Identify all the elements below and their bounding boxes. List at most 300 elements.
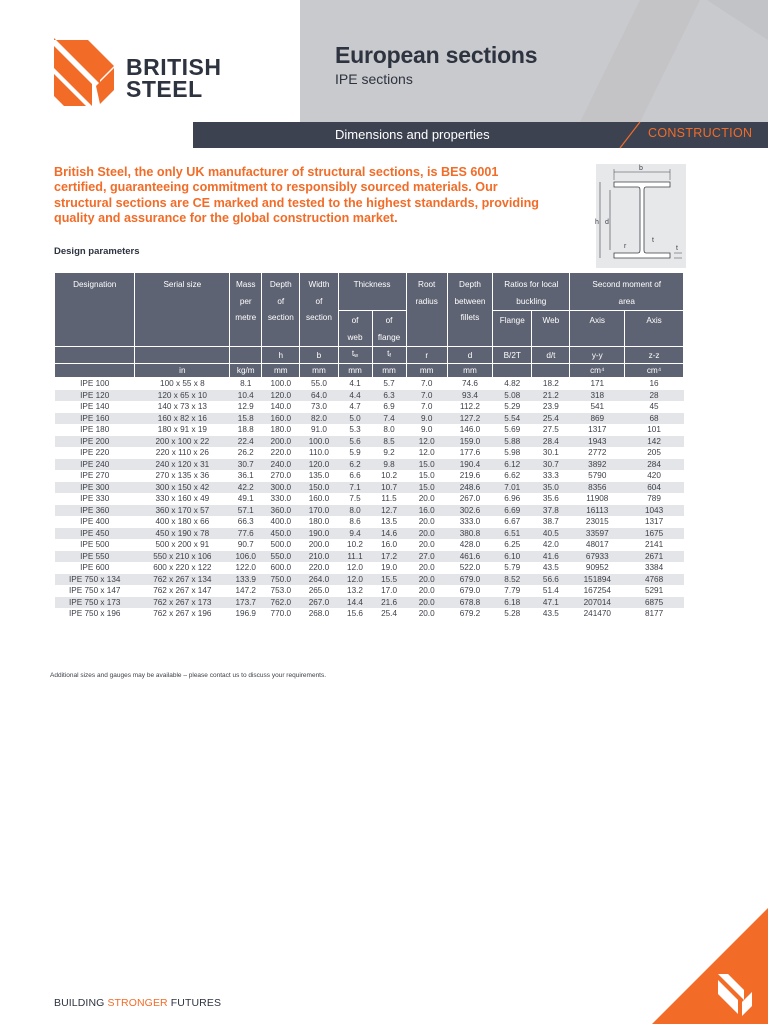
band-label: Dimensions and properties [335,127,490,142]
table-cell: 19.0 [372,562,406,574]
table-cell: 100.0 [262,378,300,390]
table-cell: 5.9 [338,447,372,459]
symbol-empty-1 [55,347,135,364]
table-cell: 12.0 [406,447,447,459]
table-cell: 13.5 [372,516,406,528]
table-cell: 30.1 [532,447,570,459]
table-cell: 180.0 [300,516,338,528]
table-cell: 6.67 [493,516,532,528]
symbol-r: r [406,347,447,364]
table-row [55,505,684,517]
table-cell: 200 x 100 x 22 [135,436,230,448]
table-cell: IPE 120 [55,390,135,402]
table-cell: IPE 750 x 196 [55,608,135,620]
table-cell: 6.9 [372,401,406,413]
table-cell: 20.0 [406,493,447,505]
header-designation: Designation [55,273,135,347]
table-cell: 265.0 [300,585,338,597]
table-cell: 110.0 [300,447,338,459]
symbol-h: h [262,347,300,364]
table-cell: 270.0 [262,470,300,482]
table-cell: 28 [625,390,684,402]
table-cell: 20.0 [406,562,447,574]
table-cell: 200.0 [300,539,338,551]
table-cell: 77.6 [230,528,262,540]
table-cell: 7.0 [406,378,447,390]
header-axis-2: Axis [625,311,684,347]
table-cell: 380.8 [447,528,492,540]
table-cell: IPE 300 [55,482,135,494]
unit-h: mm [262,364,300,378]
table-cell: 330 x 160 x 49 [135,493,230,505]
table-cell: 6.51 [493,528,532,540]
svg-text:t: t [676,245,678,252]
symbol-ratio-web: d/t [532,347,570,364]
table-cell: 13.2 [338,585,372,597]
symbol-tf: tf [372,347,406,364]
table-cell: 600 x 220 x 122 [135,562,230,574]
table-cell: 11908 [570,493,625,505]
table-cell: 6.3 [372,390,406,402]
table-cell: 135.0 [300,470,338,482]
table-cell: 240.0 [262,459,300,471]
table-cell: 4.82 [493,378,532,390]
table-row [55,413,684,425]
table-cell: 173.7 [230,597,262,609]
table-cell: 43.5 [532,562,570,574]
table-cell: 267.0 [447,493,492,505]
table-cell: 753.0 [262,585,300,597]
table-cell: 15.5 [372,574,406,586]
table-cell: 90.7 [230,539,262,551]
table-row [55,551,684,563]
table-cell: 11.1 [338,551,372,563]
unit-iy: cm⁴ [570,364,625,378]
table-cell: 5.54 [493,413,532,425]
unit-d: mm [447,364,492,378]
table-cell: 160.0 [262,413,300,425]
header-web: Web [532,311,570,347]
table-cell: 120 x 65 x 10 [135,390,230,402]
table-cell: 151894 [570,574,625,586]
table-cell: 147.2 [230,585,262,597]
table-cell: 400 x 180 x 66 [135,516,230,528]
table-cell: 26.2 [230,447,262,459]
table-cell: 159.0 [447,436,492,448]
table-cell: IPE 400 [55,516,135,528]
table-cell: 6.62 [493,470,532,482]
table-cell: 33597 [570,528,625,540]
unit-r: mm [406,364,447,378]
ipe-properties-table [54,272,684,620]
table-row [55,436,684,448]
table-cell: 7.4 [372,413,406,425]
table-cell: 16.0 [406,505,447,517]
page-subtitle: IPE sections [335,71,413,87]
table-cell: 7.01 [493,482,532,494]
table-cell: 30.7 [532,459,570,471]
table-cell: 428.0 [447,539,492,551]
table-cell: 6.12 [493,459,532,471]
table-cell: 12.9 [230,401,262,413]
table-cell: 127.2 [447,413,492,425]
table-cell: 15.0 [406,470,447,482]
table-cell: 5.88 [493,436,532,448]
table-cell: 5790 [570,470,625,482]
table-body [55,378,684,620]
table-row [55,470,684,482]
unit-iz: cm⁴ [625,364,684,378]
table-cell: 5.6 [338,436,372,448]
table-cell: 14.6 [372,528,406,540]
table-cell: 5.28 [493,608,532,620]
table-cell: 140 x 73 x 13 [135,401,230,413]
table-cell: 200.0 [262,436,300,448]
table-cell: 762 x 267 x 196 [135,608,230,620]
table-cell: 604 [625,482,684,494]
table-cell: 1317 [570,424,625,436]
table-cell: 750.0 [262,574,300,586]
table-cell: IPE 750 x 173 [55,597,135,609]
table-cell: 66.3 [230,516,262,528]
table-cell: 9.0 [406,424,447,436]
table-cell: 67933 [570,551,625,563]
table-cell: 20.0 [406,574,447,586]
header-thickness: Thickness [338,273,406,311]
table-cell: 333.0 [447,516,492,528]
unit-empty-3 [532,364,570,378]
table-cell: 248.6 [447,482,492,494]
table-cell: 1317 [625,516,684,528]
table-cell: 49.1 [230,493,262,505]
table-cell: 43.5 [532,608,570,620]
table-cell: IPE 160 [55,413,135,425]
table-row [55,585,684,597]
table-cell: 8356 [570,482,625,494]
table-cell: 93.4 [447,390,492,402]
header-depth-between-fillets: Depth between fillets [447,273,492,347]
table-cell: 14.4 [338,597,372,609]
table-cell: 28.4 [532,436,570,448]
table-cell: 220.0 [300,562,338,574]
table-cell: 146.0 [447,424,492,436]
table-cell: 20.0 [406,516,447,528]
table-cell: 48017 [570,539,625,551]
table-cell: 220.0 [262,447,300,459]
table-row [55,608,684,620]
table-cell: 91.0 [300,424,338,436]
table-cell: IPE 500 [55,539,135,551]
table-row [55,459,684,471]
table-cell: 284 [625,459,684,471]
table-row [55,390,684,402]
table-cell: 180.0 [262,424,300,436]
table-cell: IPE 140 [55,401,135,413]
symbol-ratio-flange: B/2T [493,347,532,364]
table-cell: 770.0 [262,608,300,620]
symbol-empty-2 [135,347,230,364]
table-cell: 7.0 [406,390,447,402]
header-of-web: of web [338,311,372,347]
table-cell: 300.0 [262,482,300,494]
table-row [55,574,684,586]
table-cell: 64.0 [300,390,338,402]
table-cell: 42.0 [532,539,570,551]
table-cell: 679.2 [447,608,492,620]
table-cell: 220 x 110 x 26 [135,447,230,459]
footnote: Additional sizes and gauges may be available – please contact us to discuss your requirements. [50,672,327,679]
table-row [55,447,684,459]
symbol-tw: tw [338,347,372,364]
table-cell: 8.0 [338,505,372,517]
table-cell: 27.5 [532,424,570,436]
table-cell: 500.0 [262,539,300,551]
table-cell: 219.6 [447,470,492,482]
table-cell: 20.0 [406,528,447,540]
page-title: European sections [335,42,538,68]
table-cell: 1675 [625,528,684,540]
table-cell: 177.6 [447,447,492,459]
table-cell: 20.0 [406,597,447,609]
table-cell: 25.4 [372,608,406,620]
table-cell: 5.0 [338,413,372,425]
table-cell: 360.0 [262,505,300,517]
table-cell: 8.0 [372,424,406,436]
table-cell: 120.0 [262,390,300,402]
header-mass: Mass per metre [230,273,262,347]
table-cell: 6.25 [493,539,532,551]
table-cell: 57.1 [230,505,262,517]
table-cell: 9.2 [372,447,406,459]
table-cell: 12.0 [338,562,372,574]
svg-text:r: r [624,243,627,250]
unit-tw: mm [338,364,372,378]
svg-text:d: d [605,219,609,226]
table-cell: 10.7 [372,482,406,494]
table-cell: 17.2 [372,551,406,563]
table-cell: 541 [570,401,625,413]
table-cell: 9.8 [372,459,406,471]
table-cell: 7.1 [338,482,372,494]
table-cell: 36.1 [230,470,262,482]
table-cell: 55.0 [300,378,338,390]
category-label: CONSTRUCTION [648,126,753,140]
table-cell: 15.0 [406,482,447,494]
table-cell: 56.6 [532,574,570,586]
table-cell: 762 x 267 x 147 [135,585,230,597]
table-cell: 21.2 [532,390,570,402]
table-cell: 210.0 [300,551,338,563]
symbol-empty-3 [230,347,262,364]
table-cell: 8.1 [230,378,262,390]
table-cell: 12.0 [338,574,372,586]
table-cell: 171 [570,378,625,390]
table-cell: IPE 200 [55,436,135,448]
header-width: Width of section [300,273,338,347]
table-cell: 1943 [570,436,625,448]
table-cell: 7.5 [338,493,372,505]
header-root-radius: Root radius [406,273,447,347]
corner-brand-graphic [652,908,768,1024]
table-cell: 4.7 [338,401,372,413]
footer-tagline: BUILDING STRONGER FUTURES [54,997,222,1009]
table-cell: 522.0 [447,562,492,574]
table-cell: 100 x 55 x 8 [135,378,230,390]
design-parameters-heading: Design parameters [54,246,140,257]
unit-mass: kg/m [230,364,262,378]
intro-text: British Steel, the only UK manufacturer of structural sections, is BES 6001 certified, guaranteeing commitment to responsibly sourced materials. Our structural sections are CE marked and tested to the highest standards, providing quality and assurance for the global construction market. [54,165,539,225]
table-cell: 6.2 [338,459,372,471]
table-cell: 240 x 120 x 31 [135,459,230,471]
table-cell: 100.0 [300,436,338,448]
svg-text:b: b [639,165,643,172]
table-cell: 160 x 82 x 16 [135,413,230,425]
table-row [55,401,684,413]
table-cell: 23015 [570,516,625,528]
table-row [55,516,684,528]
unit-empty [55,364,135,378]
header-second-moment: Second moment of area [570,273,684,311]
table-cell: IPE 100 [55,378,135,390]
table-cell: 15.8 [230,413,262,425]
table-row [55,378,684,390]
table-cell: 45 [625,401,684,413]
table-cell: 150.0 [300,482,338,494]
symbol-b: b [300,347,338,364]
table-cell: IPE 600 [55,562,135,574]
table-cell: 789 [625,493,684,505]
unit-serial: in [135,364,230,378]
table-cell: 20.0 [406,539,447,551]
table-cell: 68 [625,413,684,425]
table-cell: 5.08 [493,390,532,402]
table-cell: 5.7 [372,378,406,390]
table-cell: 140.0 [262,401,300,413]
table-cell: 23.9 [532,401,570,413]
table-cell: 10.2 [372,470,406,482]
table-cell: 270 x 135 x 36 [135,470,230,482]
table-cell: 5.98 [493,447,532,459]
table-cell: 101 [625,424,684,436]
table-cell: 450.0 [262,528,300,540]
table-cell: 600.0 [262,562,300,574]
table-cell: IPE 360 [55,505,135,517]
table-cell: 5.69 [493,424,532,436]
logo-wordmark: BRITISH STEEL [126,54,222,102]
table-cell: 6.6 [338,470,372,482]
table-cell: 6.10 [493,551,532,563]
table-cell: 190.4 [447,459,492,471]
table-cell: 330.0 [262,493,300,505]
table-cell: 679.0 [447,574,492,586]
table-cell: 8177 [625,608,684,620]
table-cell: 241470 [570,608,625,620]
table-cell: 450 x 190 x 78 [135,528,230,540]
svg-text:h: h [595,219,599,226]
table-cell: 207014 [570,597,625,609]
table-cell: 2671 [625,551,684,563]
table-row [55,539,684,551]
table-cell: 267.0 [300,597,338,609]
table-cell: 420 [625,470,684,482]
table-row [55,562,684,574]
table-cell: 264.0 [300,574,338,586]
table-cell: 15.0 [406,459,447,471]
table-cell: 20.0 [406,608,447,620]
table-cell: 550 x 210 x 106 [135,551,230,563]
symbol-axis-zz: z-z [625,347,684,364]
table-cell: 4.1 [338,378,372,390]
table-cell: 500 x 200 x 91 [135,539,230,551]
table-cell: 51.4 [532,585,570,597]
table-cell: 550.0 [262,551,300,563]
table-cell: IPE 220 [55,447,135,459]
table-cell: 18.2 [532,378,570,390]
header-flange: Flange [493,311,532,347]
logo-mark-icon [52,38,122,108]
table-cell: 762 x 267 x 134 [135,574,230,586]
table-cell: 2141 [625,539,684,551]
table-cell: 4768 [625,574,684,586]
table-cell: IPE 750 x 134 [55,574,135,586]
symbol-d: d [447,347,492,364]
table-row [55,597,684,609]
table-cell: 318 [570,390,625,402]
table-cell: 112.2 [447,401,492,413]
table-cell: 300 x 150 x 42 [135,482,230,494]
table-cell: 869 [570,413,625,425]
svg-text:t: t [652,237,654,244]
symbol-axis-yy: y-y [570,347,625,364]
table-cell: IPE 240 [55,459,135,471]
table-cell: 15.6 [338,608,372,620]
table-cell: 10.4 [230,390,262,402]
table-cell: 360 x 170 x 57 [135,505,230,517]
table-cell: 10.2 [338,539,372,551]
table-cell: 400.0 [262,516,300,528]
header-serial-size: Serial size [135,273,230,347]
table-cell: 6.18 [493,597,532,609]
table-row [55,528,684,540]
table-cell: 20.0 [406,585,447,597]
table-cell: 4.4 [338,390,372,402]
table-cell: 7.0 [406,401,447,413]
table-cell: 47.1 [532,597,570,609]
table-cell: IPE 550 [55,551,135,563]
table-cell: 762.0 [262,597,300,609]
table-cell: 90952 [570,562,625,574]
table-cell: 33.3 [532,470,570,482]
table-cell: 120.0 [300,459,338,471]
header-of-flange: of flange [372,311,406,347]
table-row [55,493,684,505]
table-cell: 16113 [570,505,625,517]
table-cell: 16.0 [372,539,406,551]
table-cell: 41.6 [532,551,570,563]
table-row [55,482,684,494]
table-cell: 302.6 [447,505,492,517]
table-cell: 22.4 [230,436,262,448]
table-cell: 461.6 [447,551,492,563]
table-cell: 196.9 [230,608,262,620]
table-cell: 8.52 [493,574,532,586]
table-cell: 170.0 [300,505,338,517]
header-ratios: Ratios for local buckling [493,273,570,311]
table-cell: 12.0 [406,436,447,448]
table-cell: 1043 [625,505,684,517]
table-cell: 73.0 [300,401,338,413]
table-cell: 6.69 [493,505,532,517]
